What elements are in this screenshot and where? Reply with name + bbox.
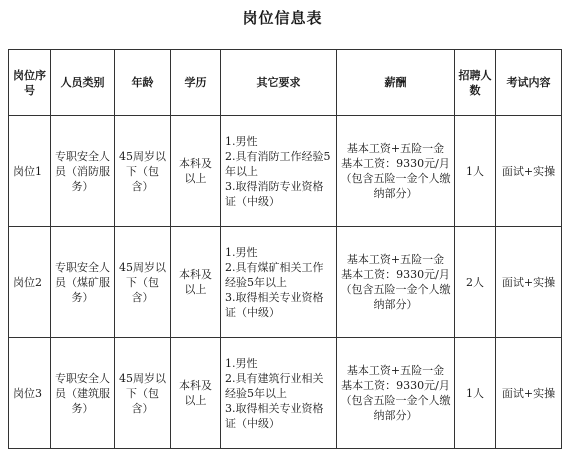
exam-content-cell: 面试+实操: [496, 227, 562, 338]
age-cell: 45周岁以下（包含）: [115, 227, 171, 338]
requirement-line: 1.男性: [225, 134, 258, 148]
salary-line: （包含五险一金个人缴纳部分）: [340, 283, 451, 311]
requirement-line: 2.具有煤矿相关工作经验5年以上: [225, 260, 324, 289]
header-education: 学历: [171, 50, 221, 116]
table-row: [9, 227, 562, 338]
age-cell: 45周岁以下（包含）: [115, 338, 171, 449]
headcount-cell: 2人: [455, 227, 496, 338]
requirements-cell: [221, 116, 337, 227]
education-cell: 本科及以上: [171, 116, 221, 227]
salary-line: 基本工资：9330元/月: [341, 379, 450, 392]
job-info-table: [8, 49, 562, 449]
salary-cell: [337, 227, 455, 338]
requirements-cell: [221, 227, 337, 338]
header-other-requirements: 其它要求: [221, 50, 337, 116]
page-title: 岗位信息表: [242, 9, 323, 27]
exam-content-cell: 面试+实操: [496, 338, 562, 449]
headcount-cell: 1人: [455, 116, 496, 227]
age-cell: 45周岁以下（包含）: [115, 116, 171, 227]
requirement-line: 3.取得相关专业资格证（中级）: [225, 290, 324, 319]
headcount-cell: 1人: [455, 338, 496, 449]
salary-line: 基本工资+五险一金: [346, 142, 445, 155]
salary-cell: [337, 338, 455, 449]
table-header-row: [9, 50, 562, 116]
requirement-line: 1.男性: [225, 356, 258, 370]
category-cell: 专职安全人员（煤矿服务）: [51, 227, 115, 338]
post-number-cell: 岗位3: [9, 338, 51, 449]
table-row: [9, 116, 562, 227]
table-row: [9, 338, 562, 449]
header-category: 人员类别: [51, 50, 115, 116]
header-headcount: 招聘人数: [455, 50, 496, 116]
requirements-cell: [221, 338, 337, 449]
header-exam-content: 考试内容: [496, 50, 562, 116]
requirement-line: 2.具有消防工作经验5年以上: [225, 149, 331, 178]
salary-line: 基本工资+五险一金: [346, 364, 445, 377]
post-number-cell: 岗位2: [9, 227, 51, 338]
requirement-line: 2.具有建筑行业相关经验5年以上: [225, 371, 324, 400]
category-cell: 专职安全人员（建筑服务）: [51, 338, 115, 449]
exam-content-cell: 面试+实操: [496, 116, 562, 227]
header-post-number: 岗位序号: [9, 50, 51, 116]
header-age: 年龄: [115, 50, 171, 116]
education-cell: 本科及以上: [171, 338, 221, 449]
requirement-line: 3.取得相关专业资格证（中级）: [225, 401, 324, 430]
salary-cell: [337, 116, 455, 227]
salary-line: （包含五险一金个人缴纳部分）: [340, 172, 451, 200]
requirement-line: 1.男性: [225, 245, 258, 259]
header-salary: 薪酬: [337, 50, 455, 116]
post-number-cell: 岗位1: [9, 116, 51, 227]
salary-line: （包含五险一金个人缴纳部分）: [340, 394, 451, 422]
salary-line: 基本工资+五险一金: [346, 253, 445, 266]
requirement-line: 3.取得消防专业资格证（中级）: [225, 179, 324, 208]
salary-line: 基本工资：9330元/月: [341, 268, 450, 281]
education-cell: 本科及以上: [171, 227, 221, 338]
salary-line: 基本工资：9330元/月: [341, 157, 450, 170]
category-cell: 专职安全人员（消防服务）: [51, 116, 115, 227]
